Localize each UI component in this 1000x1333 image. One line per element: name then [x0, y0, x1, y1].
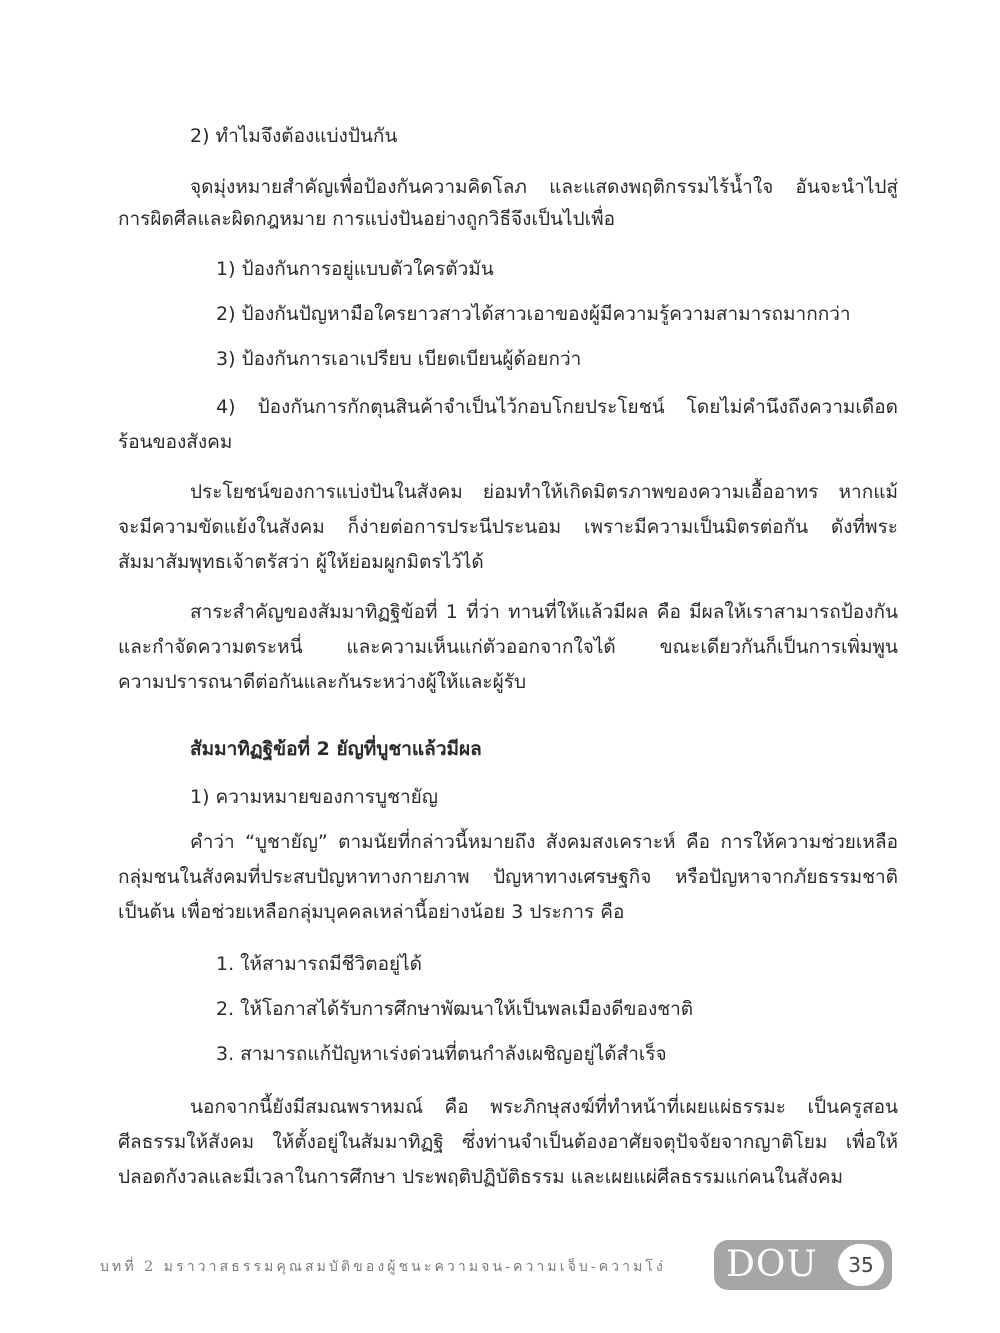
list-item: 2. ให้โอกาสได้รับการศึกษาพัฒนาให้เป็นพลเมืองดีของชาติ [216, 998, 694, 1020]
section-heading: สัมมาทิฏฐิข้อที่ 2 ยัญที่บูชาแล้วมีผล [190, 738, 482, 760]
list-item: 2) ป้องกันปัญหามือใครยาวสาวได้สาวเอาของผู้มีความรู้ความสามารถมากกว่า [216, 303, 851, 325]
paragraph-line: เป็นต้น เพื่อช่วยเหลือกลุ่มบุคคลเหล่านี้อย่างน้อย 3 ประการ คือ [118, 901, 625, 923]
paragraph-line: กลุ่มชนในสังคมที่ประสบปัญหาทางกายภาพ ปัญหาทางเศรษฐกิจ หรือปัญหาจากภัยธรรมชาติ [118, 866, 898, 888]
paragraph-line: สาระสำคัญของสัมมาทิฏฐิข้อที่ 1 ที่ว่า ทานที่ให้แล้วมีผล คือ มีผลให้เราสามารถป้องกัน [190, 601, 898, 623]
list-item: 3. สามารถแก้ปัญหาเร่งด่วนที่ตนกำลังเผชิญอยู่ได้สำเร็จ [216, 1043, 667, 1065]
paragraph-line: จุดมุ่งหมายสำคัญเพื่อป้องกันความคิดโลภ และแสดงพฤติกรรมไร้น้ำใจ อันจะนำไปสู่ [190, 176, 898, 198]
list-item: 4) ป้องกันการกักตุนสินค้าจำเป็นไว้กอบโกยประโยชน์ โดยไม่คำนึงถึงความเดือด [216, 396, 898, 418]
dou-logo: DOU [726, 1244, 818, 1285]
paragraph-line: ปลอดกังวลและมีเวลาในการศึกษา ประพฤติปฏิบัติธรรม และเผยแผ่ศีลธรรมแก่คนในสังคม [118, 1166, 843, 1188]
page-number: 35 [848, 1253, 874, 1277]
paragraph-line: นอกจากนี้ยังมีสมณพราหมณ์ คือ พระภิกษุสงฆ์ที่ทำหน้าที่เผยแผ่ธรรมะ เป็นครูสอน [190, 1096, 898, 1118]
paragraph-line: สัมมาสัมพุทธเจ้าตรัสว่า ผู้ให้ย่อมผูกมิตรไว้ได้ [118, 551, 484, 573]
list-item: 1. ให้สามารถมีชีวิตอยู่ได้ [216, 953, 423, 975]
paragraph-line: ศีลธรรมให้สังคม ให้ตั้งอยู่ในสัมมาทิฏฐิ ซึ่งท่านจำเป็นต้องอาศัยจตุปัจจัยจากญาติโยม เพื่อให้ [118, 1131, 898, 1153]
paragraph-line: การผิดศีลและผิดกฎหมาย การแบ่งปันอย่างถูกวิธีจึงเป็นไปเพื่อ [118, 208, 616, 230]
paragraph-line: ประโยชน์ของการแบ่งปันในสังคม ย่อมทำให้เกิดมิตรภาพของความเอื้ออาทร หากแม้ [190, 481, 898, 503]
page-footer [100, 1240, 900, 1292]
chapter-title: บทที่ 2 มราวาสธรรมคุณสมบัติของผู้ชนะความจน-ความเจ็บ-ความโง่ [100, 1259, 666, 1275]
paragraph-line: จะมีความขัดแย้งในสังคม ก็ง่ายต่อการประนีประนอม เพราะมีความเป็นมิตรต่อกัน ดังที่พระ [118, 516, 898, 538]
paragraph-line: คำว่า “บูชายัญ” ตามนัยที่กล่าวนี้หมายถึง สังคมสงเคราะห์ คือ การให้ความช่วยเหลือ [190, 831, 898, 853]
footer-badge [714, 1240, 892, 1290]
list-item: 1) ป้องกันการอยู่แบบตัวใครตัวมัน [216, 258, 494, 280]
numbered-heading-why-share: 2) ทำไมจึงต้องแบ่งปันกัน [190, 125, 398, 147]
paragraph-line: และกำจัดความตระหนี่ และความเห็นแก่ตัวออกจากใจได้ ขณะเดียวกันก็เป็นการเพิ่มพูน [118, 636, 898, 658]
list-item-continuation: ร้อนของสังคม [118, 431, 233, 453]
page-number-circle [838, 1244, 884, 1286]
list-item: 3) ป้องกันการเอาเปรียบ เบียดเบียนผู้ด้อยกว่า [216, 348, 582, 370]
numbered-heading-meaning: 1) ความหมายของการบูชายัญ [190, 786, 438, 808]
paragraph-line: ความปรารถนาดีต่อกันและกันระหว่างผู้ให้และผู้รับ [118, 671, 527, 693]
